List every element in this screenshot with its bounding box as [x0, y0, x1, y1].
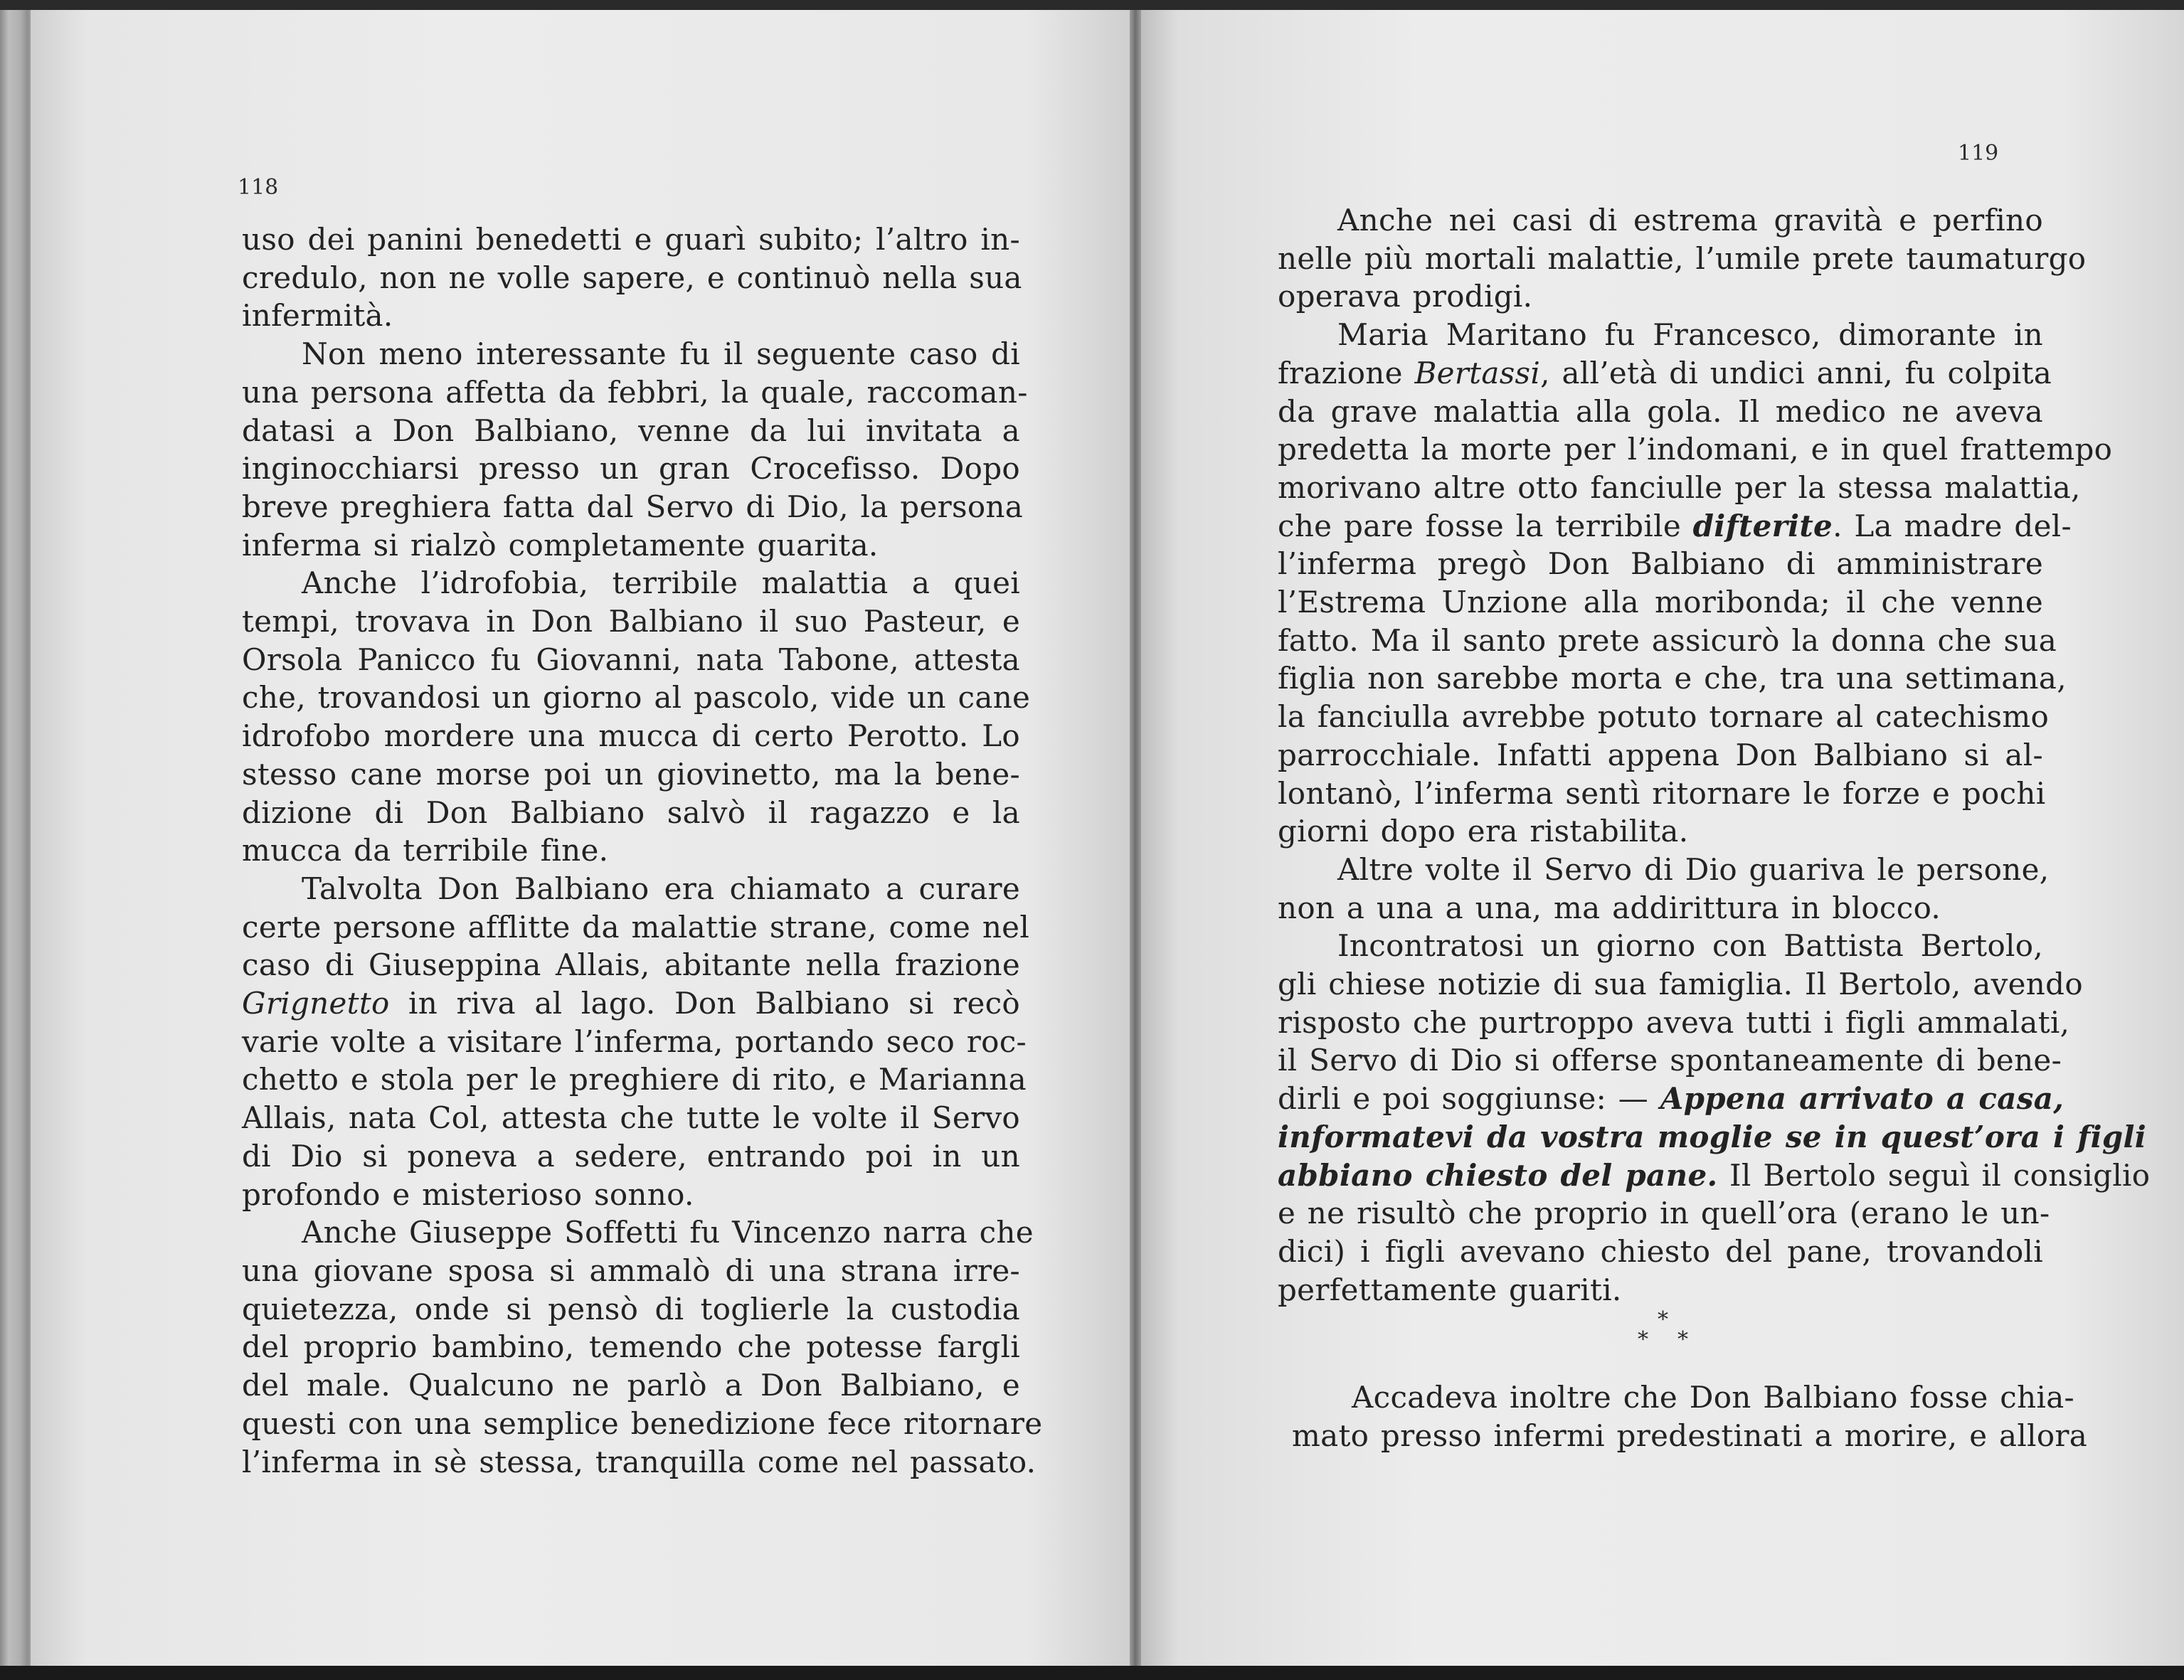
text-line: nelle più mortali malattie, l’umile prete taumaturgo [1278, 240, 2087, 276]
italic-place-name: Grignetto [242, 986, 390, 1021]
italic-quote: Appena arrivato a casa, [1660, 1081, 2064, 1117]
text-line: che, trovandosi un giorno al pascolo, vide un cane [242, 680, 1031, 716]
text-line: Anche l’idrofobia, terribile malattia a quei [302, 565, 1020, 601]
text-line: Anche nei casi di estrema gravità e perfino [1337, 203, 2043, 238]
text-line [1278, 1080, 2064, 1118]
text-line: Anche Giuseppe Soffetti fu Vincenzo narra che [302, 1215, 1034, 1250]
text-line: quietezza, onde si pensò di toglierle la custodia [242, 1291, 1020, 1327]
text-line: predetta la morte per l’indomani, e in quel frattempo [1278, 432, 2113, 467]
right-page-body [1278, 201, 2151, 1309]
text-line: infermità. [242, 298, 393, 334]
text-fragment: in riva al lago. Don Balbiano si recò [408, 986, 1021, 1021]
text-line: datasi a Don Balbiano, venne da lui invitata a [242, 413, 1020, 448]
text-fragment: , all’età di undici anni, fu colpita [1540, 355, 2052, 390]
text-line: una persona affetta da febbri, la quale, raccoman- [242, 374, 1028, 410]
text-line: inginocchiarsi presso un gran Crocefisso. Dopo [242, 451, 1020, 487]
text-line: l’inferma pregò Don Balbiano di amministrare [1278, 546, 2043, 582]
text-fragment: Il Bertolo seguì il consiglio [1717, 1157, 2151, 1193]
text-line: Maria Maritano fu Francesco, dimorante in [1337, 317, 2043, 353]
text-line: questi con una semplice benedizione fece ritornare [242, 1405, 1043, 1441]
italic-quote-line: informatevi da vostra moglie se in quest’ora i figli [1278, 1119, 2147, 1154]
text-line: Incontratosi un giorno con Battista Bertolo, [1337, 928, 2043, 964]
text-line: operava prodigi. [1278, 279, 1533, 314]
text-line [1278, 354, 2052, 393]
text-fragment: frazione [1278, 355, 1403, 390]
text-line: del male. Qualcuno ne parlò a Don Balbiano, e [242, 1368, 1020, 1403]
page-number-right: 119 [1958, 141, 1999, 166]
text-line: e ne risultò che proprio in quell’ora (erano le un- [1278, 1196, 2050, 1231]
book-gutter [1130, 10, 1141, 1666]
book-edge [0, 10, 28, 1666]
text-line: tempi, trovava in Don Balbiano il suo Pasteur, e [242, 604, 1020, 639]
text-line: del proprio bambino, temendo che potesse fargli [242, 1329, 1020, 1365]
text-line: dizione di Don Balbiano salvò il ragazzo e la [242, 794, 1020, 830]
text-line: parrocchiale. Infatti appena Don Balbiano si al- [1278, 737, 2043, 772]
text-line: risposto che purtroppo aveva tutti i figli ammalati, [1278, 1004, 2070, 1040]
text-line: Non meno interessante fu il seguente caso di [302, 336, 1020, 372]
text-line: figlia non sarebbe morta e che, tra una settimana, [1278, 661, 2067, 696]
right-page-closing [1292, 1378, 2088, 1455]
text-line: mato presso infermi predestinati a morire, e allora [1292, 1418, 2088, 1453]
text-line: fatto. Ma il santo prete assicurò la donna che sua [1278, 622, 2057, 658]
text-line: di Dio si poneva a sedere, entrando poi in un [242, 1138, 1020, 1174]
text-line: certe persone afflitte da malattie strane, come nel [242, 909, 1030, 945]
text-line: perfettamente guariti. [1278, 1272, 1622, 1307]
text-line: Talvolta Don Balbiano era chiamato a curare [302, 871, 1020, 906]
text-line: dici) i figli avevano chiesto del pane, trovandoli [1278, 1233, 2043, 1269]
text-line: inferma si rialzò completamente guarita. [242, 527, 879, 563]
text-fragment: . La madre del- [1833, 508, 2072, 543]
text-line: l’Estrema Unzione alla moribonda; il che venne [1278, 585, 2043, 620]
text-line: Accadeva inoltre che Don Balbiano fosse chia- [1352, 1380, 2075, 1415]
text-line: chetto e stola per le preghiere di rito, e Marianna [242, 1062, 1027, 1097]
text-fragment: che pare fosse la terribile [1278, 508, 1681, 543]
asterism-separator [1636, 1307, 1693, 1353]
text-line [1278, 1157, 2151, 1195]
text-line: una giovane sposa si ammalò di una strana irre- [242, 1253, 1020, 1288]
text-line: breve preghiera fatta dal Servo di Dio, la persona [242, 489, 1024, 524]
text-line [242, 984, 1020, 1023]
italic-disease-name: difterite [1692, 508, 1833, 543]
text-line: lontanò, l’inferma sentì ritornare le forze e pochi [1278, 775, 2046, 811]
text-fragment: dirli e poi soggiunse: — [1278, 1081, 1649, 1117]
text-line: caso di Giuseppina Allais, abitante nella frazione [242, 947, 1020, 983]
text-line [1278, 507, 2072, 546]
text-line: l’inferma in sè stessa, tranquilla come nel passato. [242, 1444, 1037, 1479]
asterisk: * [1658, 1307, 1668, 1332]
asterisk: * [1638, 1327, 1648, 1352]
text-line: stesso cane morse poi un giovinetto, ma la bene- [242, 756, 1020, 792]
text-line: idrofobo mordere una mucca di certo Perotto. Lo [242, 718, 1020, 754]
asterisk: * [1677, 1327, 1688, 1352]
italic-quote: abbiano chiesto del pane. [1278, 1157, 1718, 1193]
text-line: credulo, non ne volle sapere, e continuò nella sua [242, 260, 1022, 295]
text-line: profondo e misterioso sonno. [242, 1176, 694, 1212]
text-line: non a una a una, ma addirittura in blocco. [1278, 890, 1941, 925]
text-line: varie volte a visitare l’inferma, portando seco roc- [242, 1024, 1027, 1059]
scan-bottom-border [0, 1666, 2184, 1680]
text-line: gli chiese notizie di sua famiglia. Il Bertolo, avendo [1278, 967, 2083, 1002]
text-line: la fanciulla avrebbe potuto tornare al catechismo [1278, 699, 2050, 735]
text-line: Orsola Panicco fu Giovanni, nata Tabone, attesta [242, 642, 1020, 677]
text-line: morivano altre otto fanciulle per la stessa malattia, [1278, 469, 2081, 505]
text-line: il Servo di Dio si offerse spontaneamente di bene- [1278, 1043, 2062, 1078]
text-line: giorni dopo era ristabilita. [1278, 814, 1689, 849]
left-page-body [242, 220, 1043, 1481]
text-line: mucca da terribile fine. [242, 833, 609, 868]
text-line: uso dei panini benedetti e guarì subito; l’altro in- [242, 222, 1020, 257]
text-line: da grave malattia alla gola. Il medico ne aveva [1278, 393, 2043, 429]
page-number-left: 118 [238, 175, 279, 200]
italic-place-name: Bertassi [1414, 355, 1541, 390]
scan-top-border [0, 0, 2184, 10]
text-line: Allais, nata Col, attesta che tutte le volte il Servo [242, 1100, 1020, 1136]
text-line: Altre volte il Servo di Dio guariva le persone, [1337, 851, 2050, 887]
